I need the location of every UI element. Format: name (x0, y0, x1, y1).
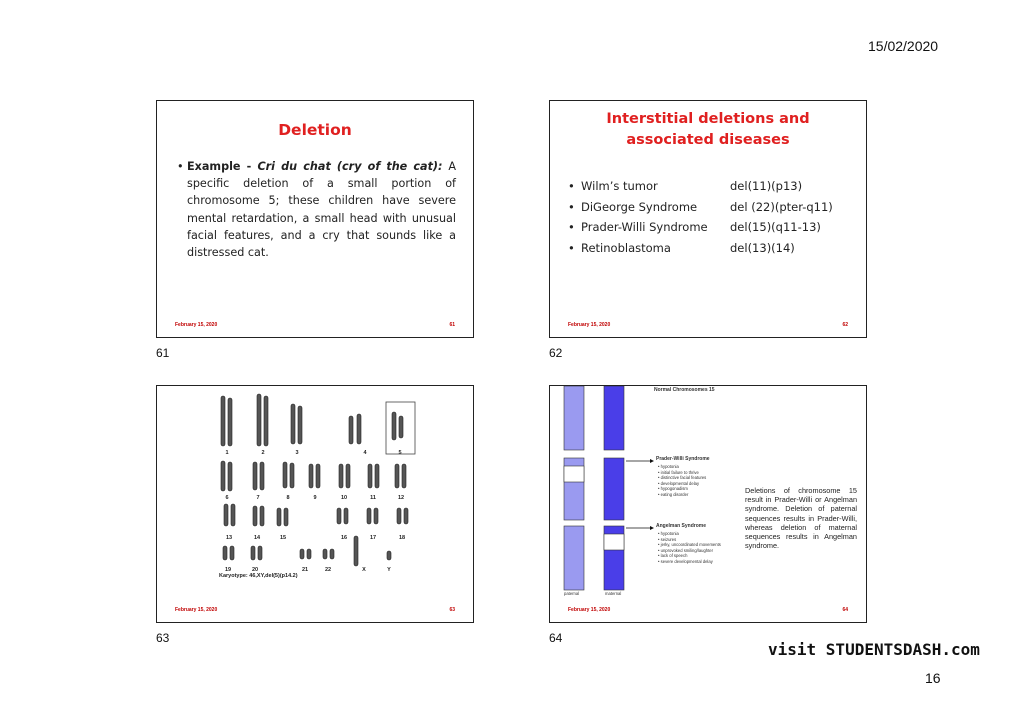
disease-name: Wilm’s tumor (581, 179, 658, 193)
karyotype-image (157, 386, 473, 622)
diagram-title: Normal Chromosomes 15 (654, 387, 715, 393)
list-item: • hypotonia (658, 464, 679, 469)
chromosome-label: 1 (225, 450, 229, 456)
footer-slide-number: 63 (449, 607, 455, 613)
slide-number-label: 64 (549, 631, 563, 645)
slide-62: Interstitial deletions and associated diseases • Wilm’s tumor del(11)(p13) • DiGeorge Syndrome del (22)(pter-q11) • Prader-Willi Syndrome del(15)(q11-13) • Retinoblastoma del(13)(14) February 15, 2020 62 (549, 100, 867, 338)
chromosome-label: 22 (324, 567, 332, 573)
chromosome-label: 16 (340, 535, 348, 541)
list-item: • jerky, uncoordinated movements (658, 542, 721, 548)
chromosome-label: 8 (286, 495, 290, 501)
bullet-paragraph (187, 158, 456, 261)
chromosome-label: X (362, 567, 366, 573)
chromosome-label: 6 (225, 495, 229, 501)
chromosome-label: 18 (398, 535, 406, 541)
slide-number-label: 63 (156, 631, 170, 645)
chromosome-label: 20 (251, 567, 259, 573)
page-number: 16 (925, 670, 941, 686)
list-item: • distinctive facial features (658, 475, 707, 481)
disease-notation: del (22)(pter-q11) (730, 200, 833, 214)
chromosome-label: 14 (253, 535, 261, 541)
chromosome-label: 11 (370, 495, 376, 501)
prader-willi-list (658, 464, 706, 498)
chromosome-label: 13 (225, 535, 233, 541)
chromosome-label: 19 (224, 567, 232, 573)
disease-notation: del(13)(14) (730, 241, 795, 255)
angelman-list (658, 531, 721, 565)
chromosome-label: 4 (363, 450, 367, 456)
footer-date: February 15, 2020 (175, 322, 218, 328)
description-text: Deletions of chromosome 15 result in Prader-Willi or Angelman syndrome. Deletion of paternal sequences results in Prader-Willi, whereas deletion of maternal sequences results in Angelman syndrome. (745, 486, 857, 551)
header-date: 15/02/2020 (868, 38, 939, 54)
footer-date: February 15, 2020 (568, 607, 611, 613)
maternal-label: maternal (605, 591, 622, 596)
chromosome-label: 3 (295, 450, 299, 456)
prader-willi-title: Prader-Willi Syndrome (656, 456, 710, 462)
footer-slide-number: 61 (449, 322, 455, 328)
chromosome-label: 17 (369, 535, 377, 541)
slide-number-label: 61 (156, 346, 170, 360)
paternal-label: paternal (564, 591, 580, 596)
chromosome-label: 2 (261, 450, 265, 456)
bullet-body: A specific deletion of a small portion of chromosome 5; these children have severe mental retardation, a small head with unusual facial features, and a cry that sounds like a distressed cat. (187, 160, 456, 260)
bullet-dot: • (177, 160, 184, 173)
watermark-link[interactable]: visit STUDENTSDASH.com (768, 640, 980, 659)
list-item: • lack of speech (658, 553, 688, 559)
disease-notation: del(15)(q11-13) (730, 220, 821, 234)
list-item: • eating disorder (658, 491, 689, 497)
chromosome-label: 5 (398, 450, 402, 456)
slide-64 (549, 385, 867, 623)
chromosome-label: 7 (256, 495, 260, 501)
disease-name: DiGeorge Syndrome (581, 200, 698, 214)
list-item: • initial failure to thrive (658, 469, 699, 475)
list-item: • seizures (658, 536, 677, 542)
slide-title: Interstitial deletions and associated diseases (606, 111, 810, 148)
list-item: • developmental delay (658, 480, 700, 486)
footer-date: February 15, 2020 (175, 607, 218, 613)
disease-name: Retinoblastoma (581, 241, 671, 255)
bullet-italic: Cri du chat (cry of the cat): (257, 160, 443, 173)
list-item: • severe developmental delay (658, 558, 713, 564)
karyotype-caption: Karyotype: 46,XY,del(5)(p14.2) (219, 573, 298, 579)
chromosome-label: 12 (397, 495, 405, 501)
list-item: • unprovoked smiling/laughter (658, 547, 714, 553)
slide-number-label: 62 (549, 346, 563, 360)
chromosome-label: 9 (313, 495, 317, 501)
chromosome-label: 21 (301, 567, 309, 573)
angelman-title: Angelman Syndrome (656, 523, 707, 529)
slide-title: Deletion (278, 121, 352, 139)
footer-date: February 15, 2020 (568, 322, 611, 328)
chromosome-label: Y (387, 567, 391, 573)
slide-63 (156, 385, 474, 623)
list-item: • hypotonia (658, 531, 679, 536)
slide-61 (156, 100, 474, 338)
disease-notation: del(11)(p13) (730, 179, 803, 193)
footer-slide-number: 64 (842, 607, 848, 613)
disease-name: Prader-Willi Syndrome (581, 220, 708, 234)
list-item: • hypogonadism (658, 486, 688, 492)
chromosome-label: 10 (340, 495, 348, 501)
footer-slide-number: 62 (842, 322, 848, 328)
bullet-lead: Example - (187, 160, 258, 173)
chromosome-label: 15 (279, 535, 287, 541)
